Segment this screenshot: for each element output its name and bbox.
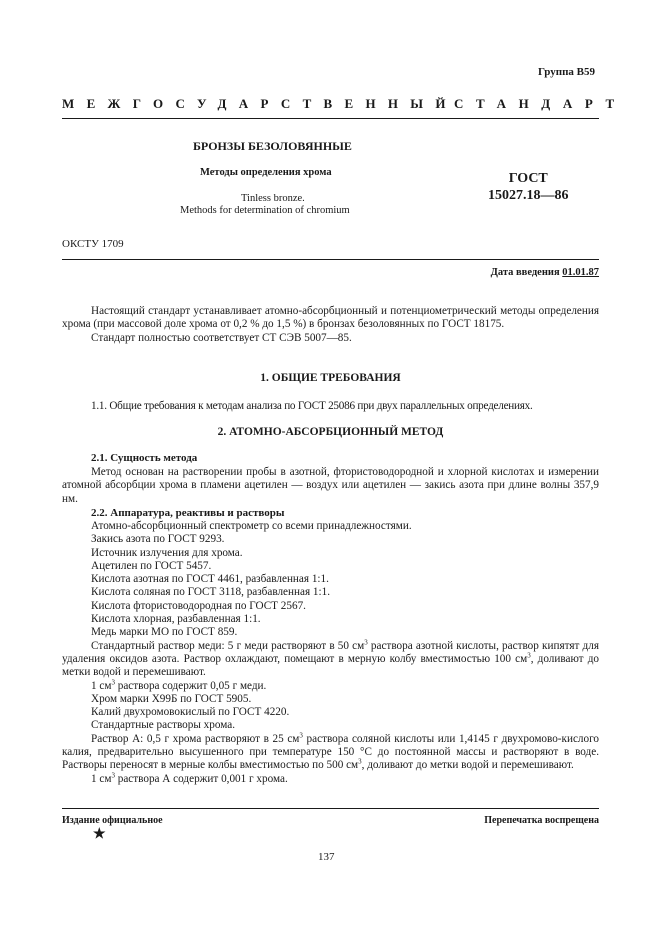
subsection-2-2-title: 2.2. Аппаратура, реактивы и растворы	[91, 507, 285, 519]
intro-paragraph-2: Стандарт полностью соответствует СТ СЭВ 5007—85.	[91, 331, 352, 344]
section-1-title: 1. ОБЩИЕ ТРЕБОВАНИЯ	[260, 372, 401, 384]
reagent-item: Стандартные растворы хрома.	[91, 719, 236, 732]
title-english-1: Tinless bronze.	[241, 193, 305, 204]
reagent-item: Источник излучения для хрома.	[91, 546, 243, 559]
document-title: БРОНЗЫ БЕЗОЛОВЯННЫЕ	[193, 139, 352, 153]
gost-code: 15027.18—86	[488, 188, 569, 203]
copper-concentration: 1 $см^3$ раствора содержит 0,05 г меди.	[91, 677, 267, 692]
reagent-item: Кислота соляная по ГОСТ 3118, разбавленная 1:1.	[91, 586, 330, 599]
date-value: 01.01.87	[562, 267, 599, 278]
oksty-rule	[62, 259, 599, 260]
reagents-block	[62, 520, 599, 786]
header-standard: СТАНДАРТ	[454, 96, 627, 111]
title-english-2: Methods for determination of chromium	[180, 205, 350, 216]
footer-rule	[62, 808, 599, 809]
solution-a-concentration: 1 $см^3$ раствора А содержит 0,001 г хрома.	[91, 770, 288, 785]
solution-a-paragraph: Раствор А: 0,5 г хрома растворяют в 25 $см^3$ раствора соляной кислоты или 1,4145 г двухромово-кислого калия, предварительно высушенного при температуре 150 °С до постоянной массы и растворяют в воде. Растворы переносят в мерные колбы вместимостью по 500 $см^3$, доливают до метки водой и перемешивают.	[62, 731, 599, 772]
oksty-code: ОКСТУ 1709	[62, 238, 124, 250]
star-icon: ★	[93, 827, 106, 842]
header-interstate: МЕЖГОСУДАРСТВЕННЫЙ	[62, 96, 458, 111]
section-1-block	[62, 400, 599, 413]
gost-label: ГОСТ	[508, 171, 548, 186]
reagent-item: Кислота фтористоводородная по ГОСТ 2567.	[91, 599, 306, 612]
introduction-date	[491, 267, 599, 278]
reprint-prohibited-label: Перепечатка воспрещена	[484, 815, 599, 826]
document-subtitle: Методы определения хрома	[200, 167, 332, 178]
reagent-item: Закись азота по ГОСТ 9293.	[91, 533, 225, 546]
copper-solution-paragraph: Стандартный раствор меди: 5 г меди растворяют в 50 $см^3$ раствора азотной кислоты, раствор кипятят для удаления оксидов азота. Раствор охлаждают, помещают в мерную колбу вместимостью 100 $см^3$, доливают до метки водой и перемешивают.	[62, 637, 599, 679]
official-edition-label: Издание официальное	[62, 815, 163, 826]
intro-paragraph: Настоящий стандарт устанавливает атомно-абсорбционный и потенциометрический методы определения хрома (при массовой доле хрома от 0,2 % до 1,5 %) в бронзах безоловянных по ГОСТ 18175.	[62, 305, 599, 331]
header-rule	[62, 118, 599, 119]
reagent-item: Атомно-абсорбционный спектрометр со всеми принадлежностями.	[91, 520, 412, 532]
reagent-item: Ацетилен по ГОСТ 5457.	[91, 559, 212, 572]
section-1-paragraph: 1.1. Общие требования к методам анализа по ГОСТ 25086 при двух параллельных определениях.	[91, 400, 533, 412]
intro-block	[62, 305, 599, 345]
gost-number	[488, 170, 569, 204]
reagent-item: Кислота хлорная, разбавленная 1:1.	[91, 613, 261, 626]
reagent-item: Хром марки Х99Б по ГОСТ 5905.	[91, 692, 252, 705]
subsection-2-1-paragraph: Метод основан на растворении пробы в азотной, фтористоводородной и хлорной кислотах и измерении атомной абсорбции хрома в пламени ацетилен — воздух или ацетилен — закись азота при длине волны 357,9 нм.	[62, 466, 599, 505]
date-label: Дата введения	[490, 267, 560, 278]
reagent-item: Калий двухромовокислый по ГОСТ 4220.	[91, 706, 290, 719]
section-2-title: 2. АТОМНО-АБСОРБЦИОННЫЙ МЕТОД	[217, 426, 444, 438]
subsection-2-1-title: 2.1. Сущность метода	[91, 452, 198, 464]
reagent-item: Кислота азотная по ГОСТ 4461, разбавленная 1:1.	[91, 573, 329, 586]
subsection-2-1-block	[62, 466, 599, 506]
reagent-item: Медь марки МО по ГОСТ 859.	[91, 626, 238, 639]
group-label: Группа В59	[537, 66, 595, 78]
page-number: 137	[318, 851, 335, 863]
